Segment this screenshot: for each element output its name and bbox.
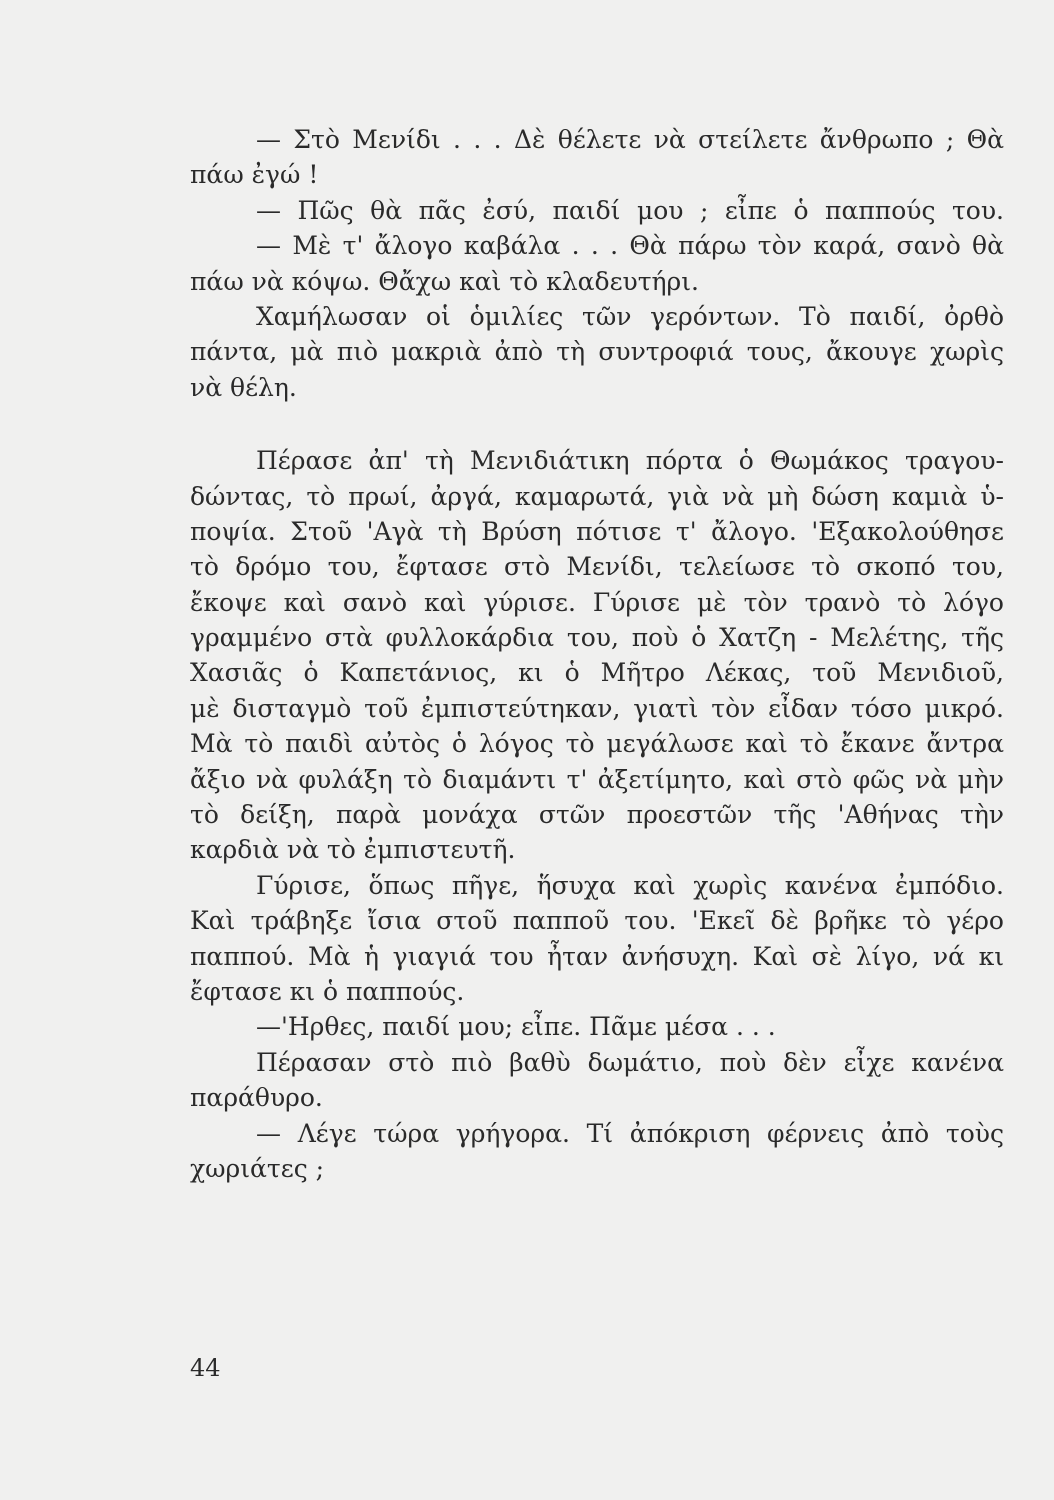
text-line: Χαμήλωσαν οἱ ὁμιλίες τῶν γερόντων. Τὸ παιδί, ὀρθὸ: [256, 301, 1004, 331]
text-line: τὸ δείξη, παρὰ μονάχα στῶν προεστῶν τῆς 'Αθήνας τὴν: [190, 800, 1004, 830]
text-line: Γύρισε, ὅπως πῆγε, ἥσυχα καὶ χωρὶς κανένα ἐμπόδιο.: [256, 870, 1004, 900]
text-line: γραμμένο στὰ φυλλοκάρδια του, ποὺ ὁ Χατζη - Μελέτης, τῆς: [190, 623, 1004, 653]
text-line: μὲ δισταγμὸ τοῦ ἐμπιστεύτηκαν, γιατὶ τὸν εἶδαν τόσο μικρό.: [190, 693, 1004, 723]
text-line: Μὰ τὸ παιδὶ αὐτὸς ὁ λόγος τὸ μεγάλωσε καὶ τὸ ἔκανε ἄντρα: [190, 729, 1004, 759]
text-line: πάω ἐγώ !: [190, 160, 319, 190]
text-line: ἔφτασε κι ὁ παππούς.: [190, 976, 465, 1006]
page-number: 44: [190, 1354, 221, 1382]
page-text: [190, 122, 1004, 1186]
text-line: καρδιὰ νὰ τὸ ἐμπιστευτῆ.: [190, 835, 516, 865]
text-line: παππού. Μὰ ἡ γιαγιά του ἦταν ἀνήσυχη. Καὶ σὲ λίγο, νά κι: [190, 941, 1004, 971]
text-line: Πέρασαν στὸ πιὸ βαθὺ δωμάτιο, ποὺ δὲν εἶχε κανένα: [256, 1047, 1004, 1077]
text-line: χωριάτες ;: [190, 1153, 325, 1183]
text-line: πάω νὰ κόψω. Θἄχω καὶ τὸ κλαδευτήρι.: [190, 266, 699, 296]
text-line: ἔκοψε καὶ σανὸ καὶ γύρισε. Γύρισε μὲ τὸν τρανὸ τὸ λόγο: [190, 587, 1004, 617]
text-line: — Μὲ τ' ἄλογο καβάλα . . . Θὰ πάρω τὸν καρά, σανὸ θὰ: [256, 231, 1004, 261]
text-line: ποψία. Στοῦ 'Αγὰ τὴ Βρύση πότισε τ' ἄλογο. 'Εξακολούθησε: [190, 516, 1004, 546]
text-line: Καὶ τράβηξε ἴσια στοῦ παπποῦ του. 'Εκεῖ δὲ βρῆκε τὸ γέρο: [190, 906, 1004, 936]
text-line: πάντα, μὰ πιὸ μακριὰ ἀπὸ τὴ συντροφιά τους, ἄκουγε χωρὶς: [190, 337, 1004, 367]
text-line: νὰ θέλη.: [190, 372, 297, 402]
text-line: — Στὸ Μενίδι . . . Δὲ θέλετε νὰ στείλετε ἄνθρωπο ; Θὰ: [256, 125, 1004, 154]
text-line: τὸ δρόμο του, ἔφτασε στὸ Μενίδι, τελείωσε τὸ σκοπό του,: [190, 552, 1004, 582]
text-line: παράθυρο.: [190, 1083, 323, 1113]
text-line: Χασιᾶς ὁ Καπετάνιος, κι ὁ Μῆτρο Λέκας, τοῦ Μενιδιοῦ,: [190, 658, 1004, 688]
text-line: δώντας, τὸ πρωί, ἀργά, καμαρωτά, γιὰ νὰ μὴ δώση καμιὰ ὑ-: [190, 481, 1004, 511]
section-gap: [190, 405, 1004, 443]
text-line: — Λέγε τώρα γρήγορα. Τί ἀπόκριση φέρνεις ἀπὸ τοὺς: [256, 1118, 1004, 1148]
text-line: ἄξιο νὰ φυλάξη τὸ διαμάντι τ' ἀξετίμητο, καὶ στὸ φῶς νὰ μὴν: [190, 764, 1004, 794]
text-line: — Πῶς θὰ πᾶς ἐσύ, παιδί μου ; εἶπε ὁ παππούς του.: [256, 195, 1004, 225]
text-line: —'Ηρθες, παιδί μου; εἶπε. Πᾶμε μέσα . . .: [256, 1012, 776, 1042]
text-line: Πέρασε ἀπ' τὴ Μενιδιάτικη πόρτα ὁ Θωμάκος τραγου-: [256, 446, 1004, 476]
